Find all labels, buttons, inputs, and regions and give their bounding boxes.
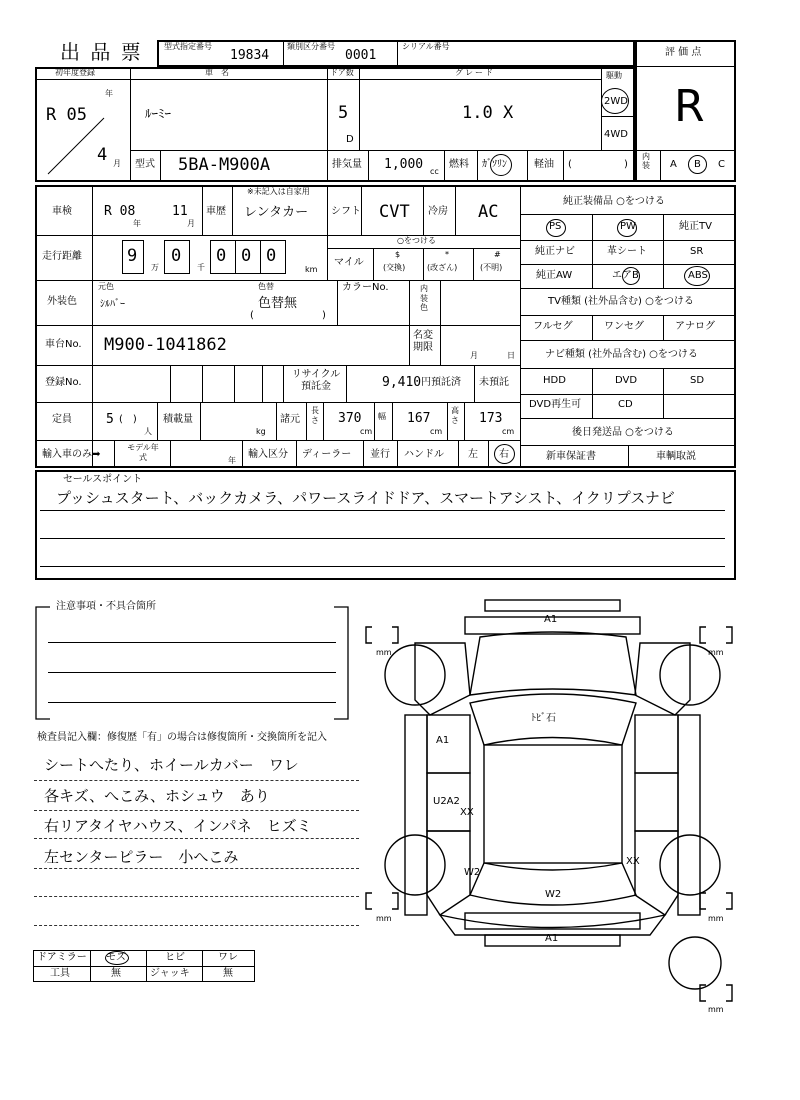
equip-navi: 純正ナビ (535, 246, 575, 257)
interior-a: A (670, 159, 677, 170)
fuel-gas: ｶﾞｿﾘﾝ (482, 159, 507, 170)
roof (484, 745, 622, 863)
ac-label: 冷房 (428, 206, 448, 217)
model-no-label: 型式指定番号 (164, 42, 212, 51)
note-line-1: シートへたり、ホイールカバー ワレ (44, 756, 299, 774)
inspection-year: R 08 (104, 204, 136, 219)
drive-2wd: 2WD (604, 96, 628, 107)
chassis-value: M900-1041862 (104, 335, 227, 355)
mark-left-middle: U2A2 (433, 796, 460, 807)
interior-c: C (718, 159, 725, 170)
title-change-label: 名変期限 (413, 330, 433, 353)
tv-title: TV種類 (社外品含む) ○をつける (548, 296, 694, 307)
note-line-4: 左センターピラー 小へこみ (44, 848, 239, 866)
handle-label: ハンドル (404, 449, 444, 460)
equip-abs: ABS (688, 270, 708, 281)
shift-label: シフト (331, 206, 361, 217)
sales-text: プッシュスタート、バックカメラ、パワースライドドア、スマートアシスト、イクリプスナビ (56, 489, 675, 507)
mark-left-middle-xx: XX (460, 807, 474, 818)
mileage-opt-tampered: (改ざん) (427, 263, 458, 272)
navi-dvd: DVD (615, 375, 638, 386)
tire-bracket-rr-l (700, 893, 706, 909)
mileage-mark-note: ○をつける (397, 236, 436, 245)
right-quarter (635, 831, 678, 915)
grade-value: 1.0 X (462, 103, 514, 123)
recycle-paid: 円預託済 (421, 377, 461, 388)
mileage-digit-5: 0 (266, 246, 277, 266)
first-reg-label: 初年度登録 (55, 68, 95, 77)
class-no-value: 0001 (345, 48, 377, 63)
repaint-value: 色替無 (258, 296, 298, 311)
mileage-opt-exchange: (交換) (383, 263, 406, 272)
mm-rf: mm (708, 648, 724, 657)
equip-pw: PW (620, 221, 636, 232)
fuel-label: 燃料 (449, 159, 469, 170)
mirror-label: ドアミラー (37, 952, 87, 963)
navi-hdd: HDD (543, 375, 566, 386)
tire-bracket-lr-l (366, 893, 372, 909)
header-id-box (157, 40, 635, 67)
tv-fullseg: フルセグ (533, 321, 573, 332)
car-name-value: ﾙｰﾐｰ (145, 107, 171, 122)
mileage-label: 走行距離 (42, 251, 82, 262)
doors-value: 5 (338, 103, 349, 123)
dims-label: 諸元 (280, 414, 300, 425)
recycle-label: リサイクル預託金 (291, 369, 341, 392)
tire-bracket-lf-l (366, 627, 372, 643)
inspection-label: 車検 (52, 206, 72, 217)
interior-b: B (694, 159, 701, 170)
import-class-label: 輸入区分 (248, 449, 288, 460)
navi-cd: CD (618, 399, 633, 410)
fuel-diesel: 軽油 (534, 159, 554, 170)
sales-box (35, 470, 736, 580)
displacement-label: 排気量 (332, 159, 362, 170)
interior-b-circle (688, 155, 707, 174)
navi-sd: SD (690, 375, 705, 386)
mark-left-front: A1 (436, 735, 450, 746)
chassis-label: 車台No. (45, 339, 82, 350)
equip-sr: SR (690, 246, 704, 257)
recycle-amount: 9,410 (382, 375, 422, 390)
tools-value: 無 (111, 968, 121, 979)
history-value: レンタカー (244, 205, 309, 220)
capacity-value: 5 (106, 412, 114, 427)
score-label: 評 価 点 (665, 47, 702, 58)
mm-lf: mm (376, 648, 392, 657)
handle-right-circle (494, 444, 515, 464)
shift-value: CVT (379, 202, 410, 222)
interior-label: 内装 (642, 152, 650, 170)
equipment-title: 純正装備品 ○をつける (563, 196, 665, 207)
mark-rear: A1 (545, 933, 559, 944)
model-year-label: モデル年式 (127, 443, 159, 462)
navi-title: ナビ種類 (社外品含む) ○をつける (545, 349, 698, 360)
first-reg-year: R 05 (46, 105, 87, 125)
mirror-scratch: モズ (106, 952, 126, 963)
right-front-door (635, 715, 678, 773)
drive-2wd-circle (601, 88, 629, 114)
rear-bumper-upper (465, 913, 640, 929)
fuel-gas-circle (490, 154, 512, 176)
sales-label: セールスポイント (63, 474, 143, 485)
original-color-value: ｼﾙﾊﾞｰ (100, 299, 125, 310)
equip-leather: 革シート (607, 246, 647, 257)
first-reg-month: 4 (97, 145, 108, 165)
import-label: 輸入車のみ➡ (42, 449, 101, 460)
inspector-label: 検査員記入欄：修復歴「有」の場合は修復箇所・交換箇所を記入 (37, 732, 327, 743)
equip-aw: 純正AW (536, 270, 573, 281)
mark-left-rear: W2 (464, 867, 481, 878)
tailgate (440, 915, 665, 935)
mileage-opt-unknown: (不明) (480, 263, 503, 272)
model-type-label: 型式 (135, 159, 155, 170)
later-title: 後日発送品 ○をつける (572, 427, 674, 438)
tools-label: 工具 (50, 968, 70, 979)
inspection-month: 11 (172, 204, 188, 219)
displacement-value: 1,000 (384, 157, 424, 172)
drive-label: 駆動 (606, 71, 622, 80)
interior-color-label: 内装色 (420, 284, 428, 313)
model-type-value: 5BA-M900A (178, 155, 271, 175)
mirror-crack: ヒビ (165, 952, 185, 963)
jack-label: ジャッキ (150, 968, 190, 979)
left-rear-wheel (385, 835, 445, 895)
equip-airbag-circle (622, 267, 640, 285)
score-value: R (674, 81, 705, 132)
grade-label: グレード (455, 68, 495, 77)
mirror-broken: ワレ (218, 952, 238, 963)
note-line-2: 各キズ、へこみ、ホシュウ あり (44, 787, 270, 805)
reg-no-label: 登録No. (45, 377, 82, 388)
front-bumper (485, 600, 620, 611)
mm-lr: mm (376, 914, 392, 923)
mm-spare: mm (708, 1005, 724, 1014)
mileage-digit-2: 0 (171, 246, 182, 266)
mirror-scratch-circle (105, 951, 129, 965)
equip-tv: 純正TV (679, 221, 712, 232)
color-label: 外装色 (47, 296, 77, 307)
notes-bracket (30, 605, 360, 725)
mark-rear-window: W2 (545, 889, 562, 900)
color-no-label: カラーNo. (342, 282, 389, 293)
tire-bracket-lr-r (392, 893, 398, 909)
model-no-value: 19834 (230, 48, 270, 63)
note-line-3: 右リアタイヤハウス、インパネ ヒズミ (44, 817, 312, 835)
tire-bracket-rf-l (700, 627, 706, 643)
mark-right-rear: XX (626, 856, 640, 867)
equip-abs-circle (684, 266, 710, 286)
right-sill (678, 715, 700, 915)
ac-value: AC (478, 202, 499, 222)
mileage-digit-4: 0 (241, 246, 252, 266)
left-sill (405, 715, 427, 915)
parallel-label: 並行 (370, 449, 390, 460)
mileage-opt-mile: マイル (334, 257, 364, 268)
width-value: 167 (407, 411, 431, 426)
length-value: 370 (338, 411, 362, 426)
tv-analog: アナログ (675, 321, 715, 332)
load-label: 積載量 (163, 414, 193, 425)
later-manual: 車輌取説 (656, 451, 696, 462)
spare-wheel (669, 937, 721, 989)
capacity-label: 定員 (52, 414, 72, 425)
mm-rr: mm (708, 914, 724, 923)
drive-4wd: 4WD (604, 129, 628, 140)
doors-type: D (346, 134, 354, 145)
equip-ps-circle (546, 219, 566, 237)
mark-front: A1 (544, 614, 558, 625)
mark-windshield: ﾄﾋﾞ石 (531, 713, 556, 724)
handle-left: 左 (468, 449, 478, 460)
serial-label: シリアル番号 (402, 42, 450, 51)
tire-bracket-rf-r (726, 627, 732, 643)
tire-bracket-sp-r (726, 985, 732, 1001)
later-warranty: 新車保証書 (546, 451, 596, 462)
doors-label: ドア数 (330, 68, 354, 77)
navi-dvd-playback: DVD再生可 (529, 399, 582, 410)
hood (470, 632, 636, 695)
height-value: 173 (479, 411, 503, 426)
right-rear-wheel (660, 835, 720, 895)
notes-label: 注意事項・不具合箇所 (56, 601, 156, 612)
right-rear-door (635, 773, 678, 831)
history-note: ※未記入は自家用 (247, 187, 310, 196)
car-damage-diagram (360, 595, 770, 1025)
dealer-label: ディーラー (302, 449, 352, 460)
equip-airbag: エアB (612, 270, 639, 281)
mileage-digit-1: 9 (127, 246, 138, 266)
history-label: 車歴 (206, 206, 226, 217)
mileage-digit-3: 0 (216, 246, 227, 266)
handle-right: 右 (499, 449, 509, 460)
jack-value: 無 (223, 968, 233, 979)
tire-bracket-rr-r (726, 893, 732, 909)
form-title: 出 品 票 (60, 40, 143, 64)
equip-pw-circle (617, 219, 637, 237)
tire-bracket-lf-r (392, 627, 398, 643)
class-no-label: 類別区分番号 (287, 42, 335, 51)
equip-ps: PS (549, 221, 562, 232)
car-name-label: 車 名 (205, 68, 229, 77)
recycle-unpaid: 未預託 (479, 377, 509, 388)
tv-oneseg: ワンセグ (604, 321, 644, 332)
